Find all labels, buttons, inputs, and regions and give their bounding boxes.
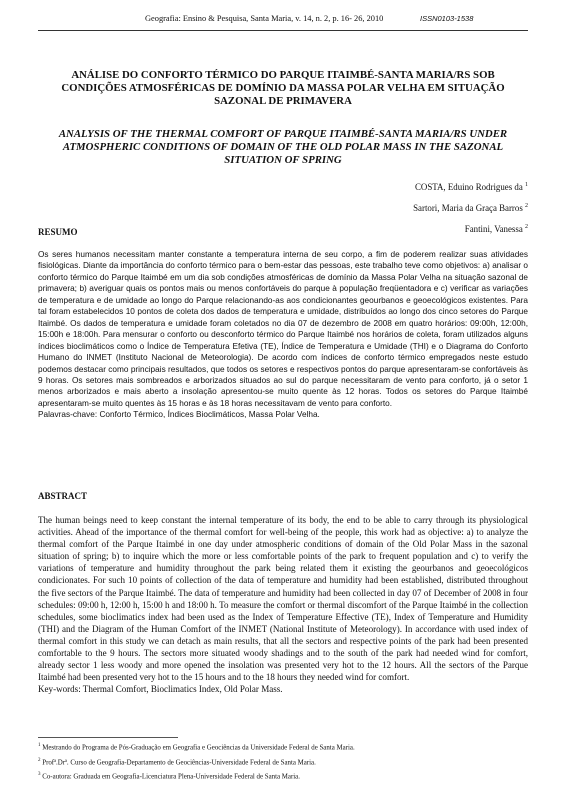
footnote-mark: 3 [38,772,41,777]
author-name: Fantini, Vanessa [464,223,523,234]
resumo-text [38,249,528,421]
resumo-heading: RESUMO [38,227,78,237]
author-mark: 1 [525,182,528,188]
issn-label: ISSN0103-1538 [420,14,474,23]
abstract-keywords: Key-words: Thermal Comfort, Bioclimatics Index, Old Polar Mass. [38,684,283,695]
abstract-paragraph: The human beings need to keep constant the internal temperature of its body, the end to be able to carry through its physiological activities. Ahead of the importance of the thermal comfort for well-being of the people, this work had as objective: a) to analyze the thermal comfort of the Parque Itaimbé in one day under atmospheric conditions of domain of the Old Polar Mass in the sazonal situation of spring; b) to inquire which the more or less comfortable points of the park to frequent population and c) to verify the variations of temperature and humidity throughout the park being related them it existing the geourbanos and geoecológicos condicionates. For such 10 points of collection of the data of temperature and humidity had been established, distributed throughout the five sectors of the Parque Itaimbé. The data of temperature and humidity had been collected in day 07 of December of 2008 in four schedules: 09:00 h, 12:00 h, 15:00 h and 18:00 h. To measure the comfort or thermal discomfort of the Parque Itaimbé in the collection schedules, some bioclimatics index had been used as the Index of Temperature Effective (TE), Index of Temperature and Humidity (THI) and the Diagram of the Human Comfort of the INMET (National Institute of Meteorology). In accordance with used index of thermal comfort in this study we can detach as main results, that all the sectors and respective points of the park had been presented comfortable to the 9 hours. The sectors more situated woody shadings and to the south of the park had needed wind for comfort, already sector 1 less woody and more opened the insolation was presented very hot to the 12 hours. All the sectors of the Parque Itaimbé had been presented very hot to the 15 hours and to the 18 hours they needed wind for comfort. [38,515,528,683]
footnote-text: Co-autora: Graduada em Geografia-Licenciatura Plena-Universidade Federal de Santa Maria. [42,773,300,781]
header-rule [38,30,528,31]
abstract-text [38,514,528,695]
title-portuguese: ANÁLISE DO CONFORTO TÉRMICO DO PARQUE ITAIMBÉ-SANTA MARIA/RS SOB CONDIÇÕES ATMOSFÉRICAS DE DOMÍNIO DA MASSA POLAR VELHA EM SITUAÇÃO SAZONAL DE PRIMAVERA [61,69,505,107]
footnote-rule [38,737,178,738]
footnote-text: Profª.Drª. Curso de Geografia-Departamento de Geociências-Universidade Federal de Santa Maria. [42,759,316,767]
footnote-mark: 2 [38,758,41,763]
author-1 [415,180,528,193]
abstract-heading: ABSTRACT [38,491,88,501]
author-3 [465,222,528,235]
journal-citation: Geografia: Ensino & Pesquisa, Santa Maria, v. 14, n. 2, p. 16- 26, 2010 [145,14,384,23]
footnote-2 [38,756,528,767]
running-header [0,14,566,28]
author-name: COSTA, Eduino Rodrigues da [415,181,523,192]
author-2 [413,201,528,214]
footnote-3 [38,770,528,781]
footnote-text: Mestrando do Programa de Pós-Graduação em Geografia e Geociências da Universidade Federal de Santa Maria. [42,744,355,752]
author-name: Sartori, Maria da Graça Barros [413,202,523,213]
author-mark: 2 [525,203,528,209]
author-mark: 2 [525,224,528,230]
resumo-paragraph: Os seres humanos necessitam manter constante a temperatura interna de seu corpo, a fim de poderem realizar suas atividades fisiológicas. Diante da importância do conforto térmico para o bem-estar das pessoas, este trabalho teve como objetivos: a) analisar o conforto térmico do Parque Itaimbé em um dia sob condições atmosféricas de domínio da Massa Polar Velha na situação sazonal de primavera; b) averiguar quais os pontos mais ou menos confortáveis do parque à população freqüentadora e c) verificar as variações de temperatura e de umidade ao longo do Parque relacionando-as aos condicionantes geourbanos e geoecológicos existentes. Para tal foram estabelecidos 10 pontos de coleta dos dados de temperatura e umidade, distribuídos ao longo dos cinco setores do Parque Itaimbé. Os dados de temperatura e umidade foram coletados no dia 07 de dezembro de 2008 em quatro horários: 09:00h, 12:00h, 15:00h e 18:00h. Para mensurar o conforto ou desconforto térmico do Parque Itaimbé nos horários de coleta, foram utilizados alguns índices bioclimáticos como o Índice de Temperatura Efetiva (TE), Índice de Temperatura e Umidade (THI) e o Diagrama do Conforto Humano do INMET (Instituto Nacional de Meteorologia). De acordo com índices de conforto térmico empregados neste estudo podemos destacar como principais resultados, que todos os setores e respectivos pontos do parque apresentaram-se confortáveis às 9 horas. Os setores mais sombreados e arborizados situados ao sul do parque necessitaram de vento para conforto, já o setor 1 menos arborizados e mais aberto a insolação apresentou-se muito quente às 12 horas. Todos os setores do Parque Itaimbé apresentaram-se muito quentes às 15 horas e às 18 horas necessitavam de vento para conforto. [38,250,528,408]
footnote-1 [38,741,528,752]
resumo-keywords: Palavras-chave: Conforto Térmico, Índices Bioclimáticos, Massa Polar Velha. [38,410,320,420]
footnote-mark: 1 [38,743,41,748]
title-english: ANALYSIS OF THE THERMAL COMFORT OF PARQUE ITAIMBÉ-SANTA MARIA/RS UNDER ATMOSPHERIC CONDITIONS OF DOMAIN OF THE OLD POLAR MASS IN THE SAZONAL SITUATION OF SPRING [58,128,508,166]
